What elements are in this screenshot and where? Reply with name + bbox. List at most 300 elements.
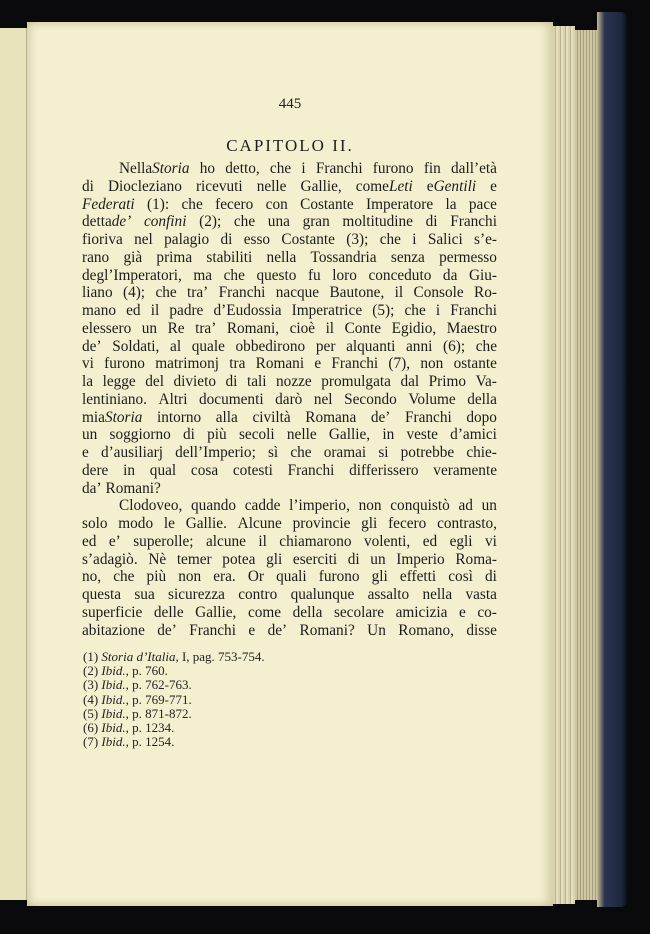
text-line — [82, 604, 497, 621]
word: gli — [371, 568, 388, 586]
text-line — [82, 568, 497, 585]
word: amicizia — [395, 603, 448, 621]
text-line — [82, 391, 497, 408]
text-line — [82, 444, 497, 461]
word: lentiniano. — [82, 390, 147, 408]
word: più — [146, 568, 167, 586]
word: ed — [126, 302, 141, 319]
word: e — [314, 355, 322, 373]
word: d’amici — [450, 426, 497, 444]
word: veste — [406, 426, 438, 444]
word: delle — [153, 603, 184, 621]
word: del — [145, 373, 164, 390]
word: Romani, — [226, 319, 280, 337]
word: di — [225, 373, 238, 390]
word: Soldati, — [112, 337, 160, 355]
word: Tossandria — [310, 248, 377, 266]
word: di — [347, 550, 360, 568]
word: solo — [82, 515, 108, 532]
word: secolare — [333, 603, 385, 621]
word: obbedirono — [235, 337, 306, 355]
word: come — [247, 603, 282, 621]
word: divieto — [173, 373, 216, 390]
word: provincie — [292, 515, 351, 532]
word: ho — [199, 160, 216, 177]
word: degl’Imperatori, — [82, 266, 182, 284]
word: egli — [449, 532, 473, 550]
word: ma — [193, 266, 213, 284]
word: i — [301, 160, 306, 177]
word: secoli — [238, 426, 275, 444]
word: da — [442, 266, 458, 284]
text-line — [82, 338, 497, 355]
footnote-reference: Ibid., — [101, 734, 129, 750]
word: Franchi — [404, 408, 452, 426]
word: cadde — [244, 497, 281, 515]
word: qualunque — [290, 586, 355, 603]
italic-word: Storia — [104, 408, 143, 426]
footnote — [83, 735, 174, 749]
word: nacque — [275, 284, 320, 302]
word: di — [82, 177, 94, 195]
italic-word: de’ — [111, 213, 132, 231]
word: Romani — [255, 355, 305, 373]
word: un — [82, 426, 98, 444]
word: detta — [82, 213, 112, 231]
word: Nella — [119, 160, 153, 177]
word: Console — [413, 284, 464, 302]
page-number: 445 — [278, 96, 302, 112]
word: liano — [82, 284, 113, 302]
footnote-reference: Ibid., — [101, 720, 129, 735]
footnote-reference: Ibid., — [101, 663, 129, 679]
word: di — [183, 426, 195, 444]
word: soggiorno — [109, 426, 171, 444]
word: pace — [468, 195, 497, 213]
word: di — [485, 568, 497, 586]
word: l’imperio, — [289, 497, 350, 515]
word: che — [475, 337, 497, 355]
footnote-pages: p. 871-872. — [128, 705, 192, 721]
word: nozze — [276, 373, 312, 390]
word: intorno — [156, 408, 202, 426]
word: Costante — [281, 231, 335, 248]
word: (5); — [372, 302, 395, 319]
footnote-reference: Storia d’Italia, — [101, 649, 179, 664]
word: il — [150, 302, 160, 319]
word: potea — [222, 550, 256, 568]
word: che — [223, 266, 245, 284]
word: un — [141, 319, 158, 337]
footnote-number: (1) — [83, 649, 99, 664]
word: fioriva — [82, 231, 123, 248]
word: il — [394, 284, 404, 302]
word: contrasto, — [437, 515, 497, 532]
word: promulgata — [321, 373, 391, 390]
word: e — [248, 621, 256, 639]
word: loro — [332, 266, 357, 284]
text-line — [82, 302, 497, 319]
word: era. — [213, 568, 236, 586]
text-line — [82, 586, 497, 603]
word: cioè — [289, 319, 316, 337]
word: fin — [423, 160, 441, 177]
word: Imperio — [396, 550, 445, 568]
word: Romana — [305, 408, 357, 426]
footnote-pages: p. 760. — [128, 663, 168, 679]
word: Salici — [427, 231, 463, 248]
word: nelle — [286, 426, 317, 444]
word: temer — [176, 550, 212, 568]
word: questa — [82, 586, 122, 603]
word: conceduto — [368, 266, 432, 284]
word: Gallie, — [300, 177, 342, 195]
word: Un — [367, 621, 386, 639]
text-line — [82, 231, 497, 248]
word: così — [448, 568, 473, 586]
footnote-pages: p. 1234. — [128, 720, 175, 735]
word: della — [292, 603, 323, 621]
word: gli — [361, 515, 378, 532]
word: dall’età — [451, 160, 497, 177]
word: Nè — [148, 550, 167, 568]
word: Romani? — [299, 621, 355, 639]
word: vasta — [465, 586, 497, 603]
word: non — [358, 497, 382, 515]
page-stack-edge-outer — [575, 30, 597, 900]
word: che — [290, 444, 312, 461]
word: de’ — [370, 408, 391, 426]
word: moltitudine — [342, 213, 413, 231]
word: palagio — [164, 231, 210, 248]
word: che — [404, 302, 426, 319]
word: Conte — [344, 319, 382, 337]
word: Diocleziano — [107, 177, 182, 195]
word: co- — [477, 603, 497, 621]
footnote — [83, 693, 192, 707]
word: nel — [313, 390, 333, 408]
word: stabiliti — [206, 248, 253, 266]
word: si — [378, 444, 389, 461]
chapter-title: CAPITOLO II. — [226, 136, 354, 155]
word: che — [113, 568, 135, 586]
word: già — [123, 248, 143, 266]
text-line — [82, 373, 497, 390]
word: veramente — [433, 461, 497, 479]
word: oramai — [323, 444, 367, 461]
word: differissero — [349, 461, 419, 479]
text-line — [82, 213, 497, 230]
italic-word: Federati — [82, 195, 135, 213]
word: Romano, — [398, 621, 454, 639]
word: Gallie. — [185, 515, 227, 532]
word: Franchi — [315, 160, 363, 177]
word: quale — [191, 337, 225, 355]
word: un — [481, 497, 497, 515]
word: tra’ — [195, 319, 217, 337]
word: furono — [318, 568, 360, 586]
word: conquistò — [390, 497, 450, 515]
word: esso — [243, 231, 271, 248]
word: nella — [266, 248, 297, 266]
italic-word: Storia — [152, 160, 190, 177]
word: mia — [82, 408, 105, 426]
footnote-number: (6) — [83, 720, 99, 735]
word: tali — [246, 373, 267, 390]
word: fecero — [388, 515, 427, 532]
word: tra’ — [187, 284, 209, 302]
word: Franchi — [287, 461, 335, 479]
word: la — [82, 373, 94, 390]
word: cotesti — [232, 461, 273, 479]
word: e — [82, 444, 89, 461]
word: sicurezza — [168, 586, 225, 603]
footnote — [83, 678, 192, 692]
book-page — [27, 22, 553, 906]
word: le — [163, 515, 175, 532]
word: della — [467, 390, 497, 408]
word: Secondo — [344, 390, 397, 408]
word: prima — [156, 248, 193, 266]
word: permesso — [439, 248, 497, 266]
text-line — [119, 497, 497, 514]
word: nella — [422, 586, 453, 603]
footnote-number: (7) — [83, 734, 99, 750]
word: una — [267, 213, 290, 231]
word: Franchi — [218, 284, 266, 302]
word: darò — [275, 390, 303, 408]
text-line — [119, 160, 497, 177]
word: i — [435, 302, 441, 319]
word: contro — [238, 586, 278, 603]
word: che — [379, 231, 401, 248]
text-line — [82, 355, 497, 372]
footnote — [83, 650, 265, 664]
word: che — [233, 213, 256, 231]
word: il — [325, 319, 335, 337]
text-line — [82, 267, 497, 284]
word: fu — [307, 266, 321, 284]
italic-word: Gentili — [433, 177, 477, 195]
word: e — [458, 603, 466, 621]
word: rano — [82, 248, 110, 266]
word: de’ — [82, 337, 102, 355]
word: per — [315, 337, 336, 355]
word: e — [490, 177, 497, 195]
word: dopo — [466, 408, 497, 426]
word: nelle — [256, 177, 287, 195]
text-line — [82, 249, 497, 266]
word: de’ — [267, 621, 288, 639]
word: mano — [82, 302, 116, 319]
word: di — [425, 213, 438, 231]
word: alcune — [205, 532, 246, 550]
word: da’ — [82, 479, 102, 497]
word: che — [269, 160, 292, 177]
word: il — [258, 532, 267, 550]
word: come — [355, 177, 389, 195]
text-line — [82, 409, 497, 426]
word: questo — [256, 266, 297, 284]
text-line — [82, 622, 497, 639]
word: Costante — [300, 195, 354, 213]
word: Va- — [475, 373, 497, 390]
word: Imperatore — [366, 195, 434, 213]
word: più — [207, 426, 227, 444]
word: d’Eudossia — [213, 302, 282, 319]
word: chie- — [466, 444, 497, 461]
footnote-pages: p. 1254. — [128, 734, 175, 750]
word: senza — [390, 248, 425, 266]
word: Franchi — [189, 621, 236, 639]
word: Egidio, — [391, 319, 437, 337]
word: la — [445, 195, 457, 213]
word: non — [420, 355, 444, 373]
word: d’ausiliarj — [100, 444, 163, 461]
word: abitazione — [82, 621, 145, 639]
footnote-number: (2) — [83, 663, 99, 679]
word: Franchi — [450, 213, 497, 231]
word: superficie — [82, 603, 143, 621]
word: Primo — [428, 373, 467, 390]
word: furono — [372, 160, 414, 177]
word: ed — [422, 532, 438, 550]
word: furono — [104, 355, 145, 373]
word: Clodoveo, — [119, 497, 183, 515]
word: anni — [406, 337, 433, 355]
text-line — [82, 515, 497, 532]
word: Imperatrice — [291, 302, 363, 319]
text-line — [82, 462, 497, 479]
word: Franchi — [331, 355, 379, 373]
word: (4); — [122, 284, 146, 302]
word: (6); — [443, 337, 466, 355]
word: disse — [466, 621, 497, 639]
word: s’adagiò. — [82, 550, 138, 568]
word: chiamarono — [279, 532, 352, 550]
word: elessero — [82, 319, 132, 337]
word: ad — [458, 497, 473, 515]
word: Maestro — [446, 319, 497, 337]
word: che — [181, 195, 203, 213]
word: no, — [82, 568, 102, 586]
footnote-reference: Ibid., — [101, 691, 129, 707]
word: Alcune — [237, 515, 282, 532]
text-line — [82, 551, 497, 568]
word: Ro- — [474, 284, 497, 302]
word: ed — [82, 532, 97, 550]
footnote — [83, 721, 174, 735]
word: in — [123, 461, 136, 479]
word: assalto — [367, 586, 410, 603]
word: documenti — [199, 390, 264, 408]
word: padre — [169, 302, 204, 319]
word: quando — [191, 497, 237, 515]
word: i — [412, 231, 417, 248]
word: Bautone, — [329, 284, 385, 302]
word: s’e- — [474, 231, 497, 248]
word: nel — [134, 231, 153, 248]
text-line — [82, 284, 497, 301]
text-line — [82, 320, 497, 337]
word: Romani? — [105, 479, 161, 497]
footnote-reference: Ibid., — [101, 705, 129, 721]
word: non — [178, 568, 202, 586]
footnote-reference: Ibid., — [101, 677, 129, 693]
word: (7), — [388, 355, 411, 373]
word: superolle; — [133, 532, 194, 550]
text-line — [82, 178, 497, 195]
previous-page-edge — [0, 28, 27, 900]
word: Franchi — [450, 302, 497, 319]
text-line — [82, 480, 497, 497]
word: cosa — [190, 461, 219, 479]
word: e — [426, 177, 434, 195]
word: vi — [82, 355, 94, 373]
word: Roma- — [455, 550, 497, 568]
word: un — [370, 550, 386, 568]
footnote-pages: I, pag. 753-754. — [178, 649, 265, 664]
word: al — [170, 337, 182, 355]
footnote-number: (3) — [83, 677, 99, 693]
word: gran — [302, 213, 330, 231]
word: di — [220, 231, 233, 248]
word: sì — [267, 444, 279, 461]
word: fecero — [215, 195, 254, 213]
word: Giu- — [468, 266, 497, 284]
word: eserciti — [292, 550, 338, 568]
word: vi — [484, 532, 497, 550]
word: detto, — [225, 160, 260, 177]
word: Volume — [408, 390, 456, 408]
word: Re — [167, 319, 185, 337]
word: legge — [102, 373, 136, 390]
italic-word: confini — [143, 213, 187, 231]
page-stack-edge — [553, 26, 575, 904]
word: matrimonj — [155, 355, 219, 373]
word: volenti, — [363, 532, 411, 550]
word: dal — [400, 373, 420, 390]
word: Gallie, — [328, 426, 371, 444]
word: in — [382, 426, 395, 444]
word: Altri — [158, 390, 188, 408]
word: ostante — [453, 355, 497, 373]
word: sua — [134, 586, 155, 603]
word: civiltà — [252, 408, 291, 426]
word: alla — [215, 408, 238, 426]
footnote — [83, 664, 168, 678]
footnote — [83, 707, 192, 721]
word: gli — [266, 550, 283, 568]
word: con — [265, 195, 288, 213]
word: potrebbe — [400, 444, 455, 461]
word: alquanti — [346, 337, 396, 355]
text-line — [82, 196, 497, 213]
footnote-pages: p. 769-771. — [128, 691, 192, 707]
italic-word: Leti — [388, 177, 413, 195]
word: quali — [276, 568, 307, 586]
word: (2); — [199, 213, 222, 231]
footnote-pages: p. 762-763. — [128, 677, 192, 693]
word: dell’Imperio; — [175, 444, 256, 461]
text-line — [82, 533, 497, 550]
word: effetti — [399, 568, 437, 586]
word: ricevuti — [195, 177, 243, 195]
footnote-number: (5) — [83, 705, 99, 721]
word: tra — [229, 355, 246, 373]
word: Gallie, — [195, 603, 237, 621]
word: (3); — [346, 231, 369, 248]
